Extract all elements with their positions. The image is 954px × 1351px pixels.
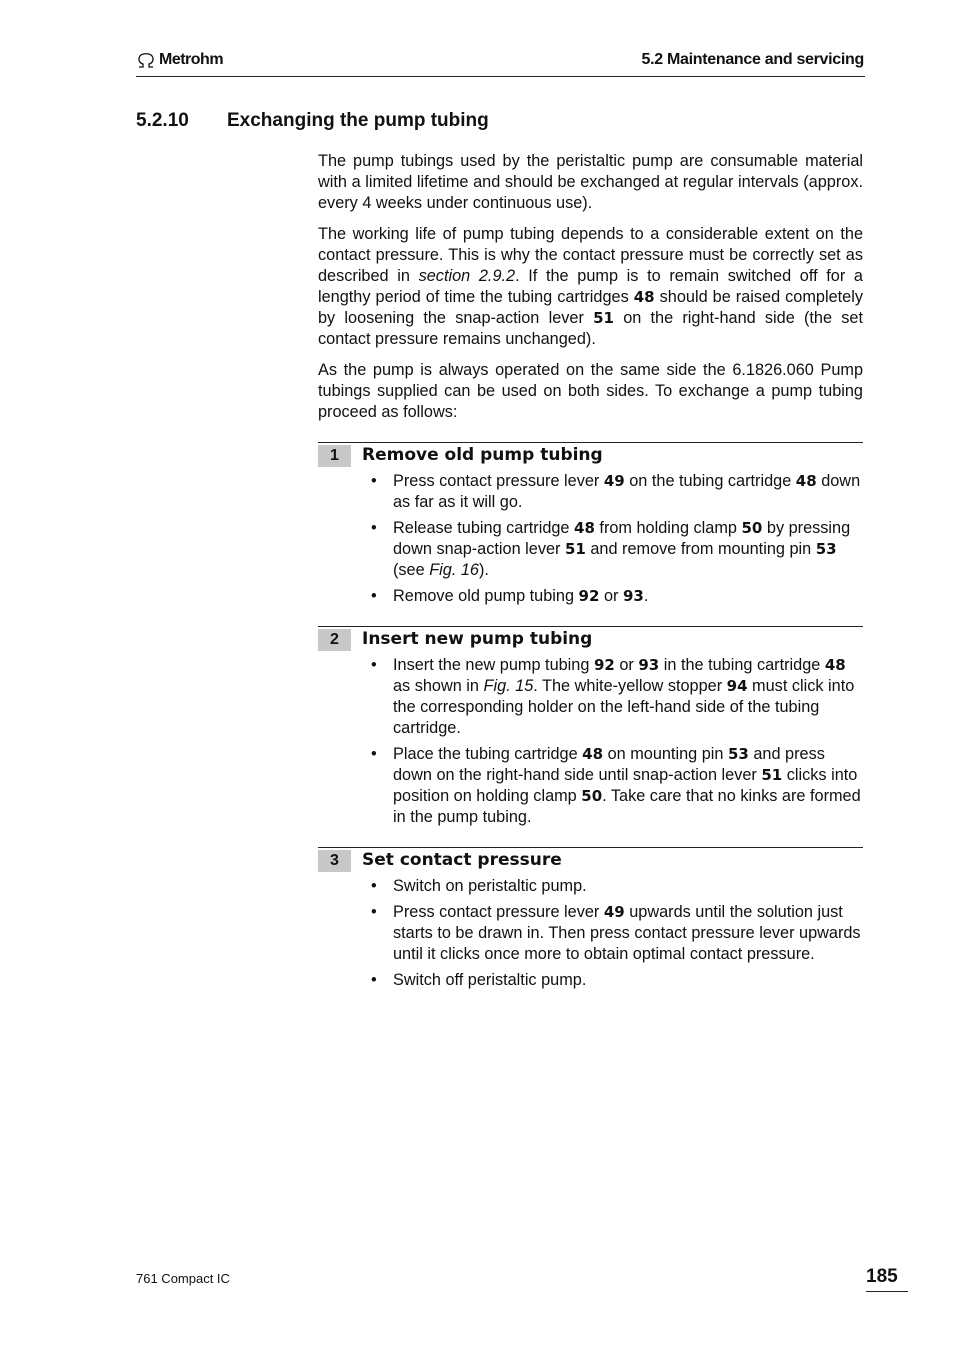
section-heading [136,110,489,132]
paragraph-2: The working life of pump tubing depends to a considerable extent on the contact pressure. This is why the contact pressure must be correctly set as described in section 2.9.2. If the pump is to remain switched off for a lengthy period of time the tubing cartridges 48 should be raised completely by loosening the snap-action lever 51 on the right-hand side (the set contact pressure remains unchanged). [318,225,863,348]
section-number: 5.2.10 [136,110,189,131]
body-text [318,151,863,996]
paragraph-3: As the pump is always operated on the same side the 6.1826.060 Pump tubings supplied can be used on both sides. To exchange a pump tubing proceed as follows: [318,361,863,421]
section-title: Exchanging the pump tubing [227,110,489,131]
page-number: 185 [866,1266,908,1292]
footer-product: 761 Compact IC [136,1271,230,1286]
step-title: Remove old pump tubing [362,444,603,465]
metrohm-omega-icon [136,52,156,68]
list-item: • Remove old pump tubing 92 or 93. [393,586,863,607]
step-number-badge: 3 [318,850,351,872]
list-item: • Press contact pressure lever 49 upwards until the solution just starts to be drawn in. Then press contact pressure lever upwards until it clicks once more to obtain optimal contact pressure. [393,902,863,965]
step-number-badge: 2 [318,629,351,651]
step-bullet-list [318,471,863,607]
step-header [318,847,863,872]
step-header [318,442,863,467]
section-reference: section 2.9.2 [418,267,516,285]
step-header [318,626,863,651]
list-item: • Press contact pressure lever 49 on the tubing cartridge 48 down as far as it will go. [393,471,863,513]
step-bullet-list [318,876,863,991]
list-item: • Insert the new pump tubing 92 or 93 in the tubing cartridge 48 as shown in Fig. 15. The white-yellow stopper 94 must click into the corresponding holder on the left-hand side of the tubing cartridge. [393,655,863,739]
step-number-badge: 1 [318,445,351,467]
step-2 [318,626,863,828]
step-3 [318,847,863,991]
paragraph-1: The pump tubings used by the peristaltic pump are consumable material with a limited lifetime and should be exchanged at regular intervals (approx. every 4 weeks under continuous use). [318,152,863,212]
step-1 [318,442,863,607]
list-item: • Place the tubing cartridge 48 on mounting pin 53 and press down on the right-hand side until snap-action lever 51 clicks into position on holding clamp 50. Take care that no kinks are formed in the pump tubing. [393,744,863,828]
step-title: Insert new pump tubing [362,628,593,649]
list-item: • Switch off peristaltic pump. [393,970,863,991]
header-divider [136,76,865,77]
list-item: • Switch on peristaltic pump. [393,876,863,897]
metrohm-logo [136,51,223,69]
list-item: • Release tubing cartridge 48 from holding clamp 50 by pressing down snap-action lever 51 and remove from mounting pin 53 (see Fig. 16). [393,518,863,581]
logo-text: Metrohm [159,51,224,68]
step-bullet-list [318,655,863,828]
header-section: 5.2 Maintenance and servicing [641,51,864,68]
step-title: Set contact pressure [362,849,562,870]
